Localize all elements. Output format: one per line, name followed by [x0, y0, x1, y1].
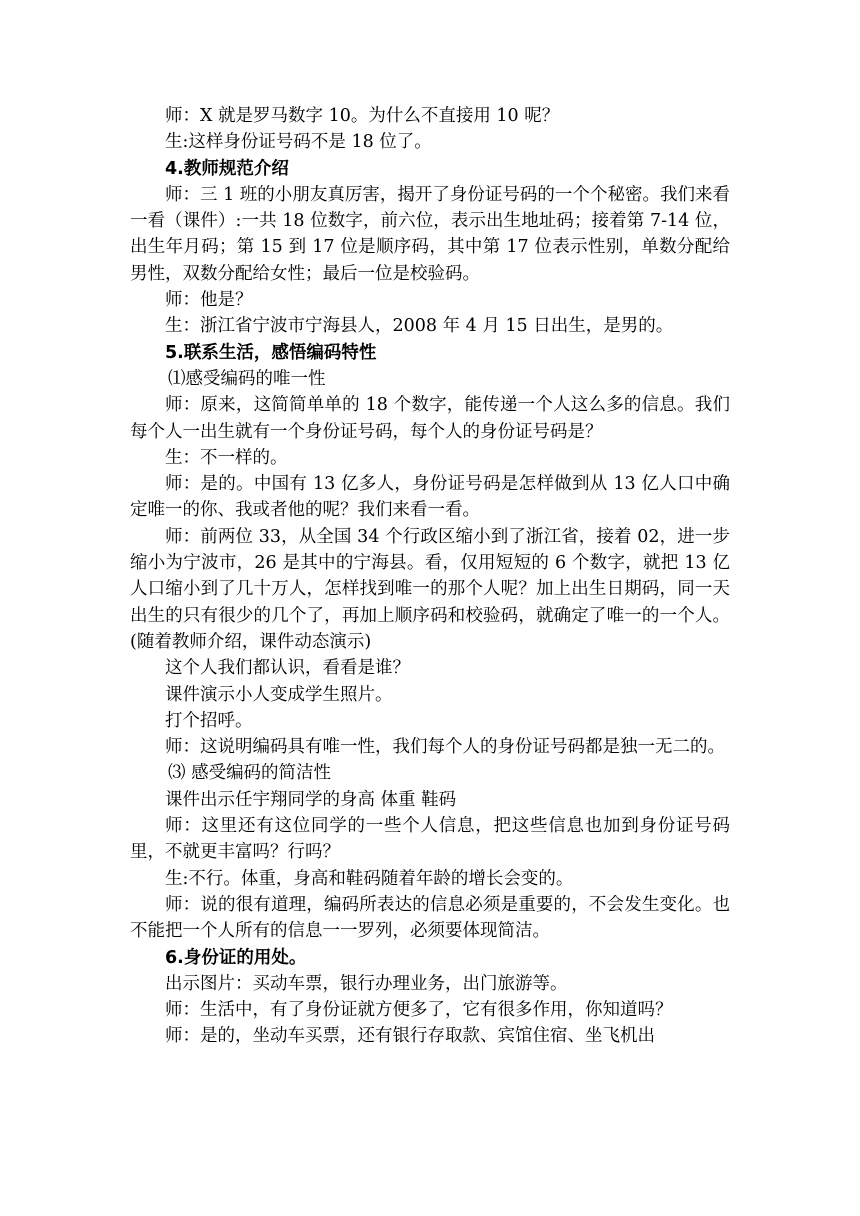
paragraph: 这个人我们都认识，看看是谁？: [165, 658, 410, 679]
section-heading: 4.教师规范介绍: [165, 158, 289, 179]
paragraph: 生：浙江省宁波市宁海县人，2008 年 4 月 15 日出生，是男的。: [165, 316, 674, 337]
paragraph: 师：是的。中国有 13 亿多人，身份证号码是怎样做到从 13 亿人口中确定唯一的你、我或者他的呢？我们来看一看。: [130, 474, 730, 521]
paragraph: 师：前两位 33，从全国 34 个行政区缩小到了浙江省，接着 02，进一步缩小为宁波市，26 是其中的宁海县。看，仅用短短的 6 个数字，就把 13 亿人口缩小到了几十万人，怎样找到唯一的那个人呢？加上出生日期码，同一天出生的只有很少的几个了，再加上顺序码和校验码，就确定了唯一的一个人。(随着教师介绍，课件动态演示): [130, 526, 730, 652]
paragraph: 师：三 1 班的小朋友真厉害，揭开了身份证号码的一个个秘密。我们来看一看（课件）:一共 18 位数字，前六位，表示出生地址码；接着第 7-14 位，出生年月码；第 15 到 17 位是顺序码，其中第 17 位表示性别，单数分配给男性，双数分配给女性；最后一位是校验码。: [130, 184, 730, 284]
subsection-heading: ⑶ 感受编码的简洁性: [168, 763, 332, 784]
paragraph: 出示图片：买动车票，银行办理业务，出门旅游等。: [165, 973, 568, 994]
paragraph: 打个招呼。: [165, 710, 253, 731]
paragraph: 师：这里还有这位同学的一些个人信息，把这些信息也加到身份证号码里，不就更丰富吗？行吗？: [130, 816, 730, 863]
section-heading: 5.联系生活，感悟编码特性: [165, 342, 377, 363]
paragraph: 师：原来，这简简单单的 18 个数字，能传递一个人这么多的信息。我们每个人一出生就有一个身份证号码，每个人的身份证号码是？: [130, 395, 730, 442]
paragraph: 生：不一样的。: [165, 447, 288, 468]
section-heading: 6.身份证的用处。: [165, 947, 307, 968]
paragraph: 生:这样身份证号码不是 18 位了。: [165, 132, 432, 153]
paragraph: 生:不行。体重，身高和鞋码随着年龄的增长会变的。: [165, 868, 574, 889]
paragraph: 师：X 就是罗马数字 10。为什么不直接用 10 呢？: [165, 106, 560, 126]
paragraph: 课件出示任宇翔同学的身高 体重 鞋码: [165, 789, 457, 810]
paragraph: 师：是的，坐动车买票，还有银行存取款、宾馆住宿、坐飞机出: [165, 1026, 655, 1047]
document-body: [130, 103, 730, 1050]
subsection-heading: ⑴感受编码的唯一性: [168, 368, 326, 389]
paragraph: 师：生活中，有了身份证就方便多了，它有很多作用，你知道吗？: [165, 1000, 673, 1021]
paragraph: 师：他是？: [165, 290, 253, 311]
paragraph: 师：这说明编码具有唯一性，我们每个人的身份证号码都是独一无二的。: [165, 737, 725, 758]
paragraph: 师：说的很有道理，编码所表达的信息必须是重要的，不会发生变化。也不能把一个人所有的信息一一罗列，必须要体现简洁。: [130, 894, 730, 942]
paragraph: 课件演示小人变成学生照片。: [165, 684, 393, 705]
